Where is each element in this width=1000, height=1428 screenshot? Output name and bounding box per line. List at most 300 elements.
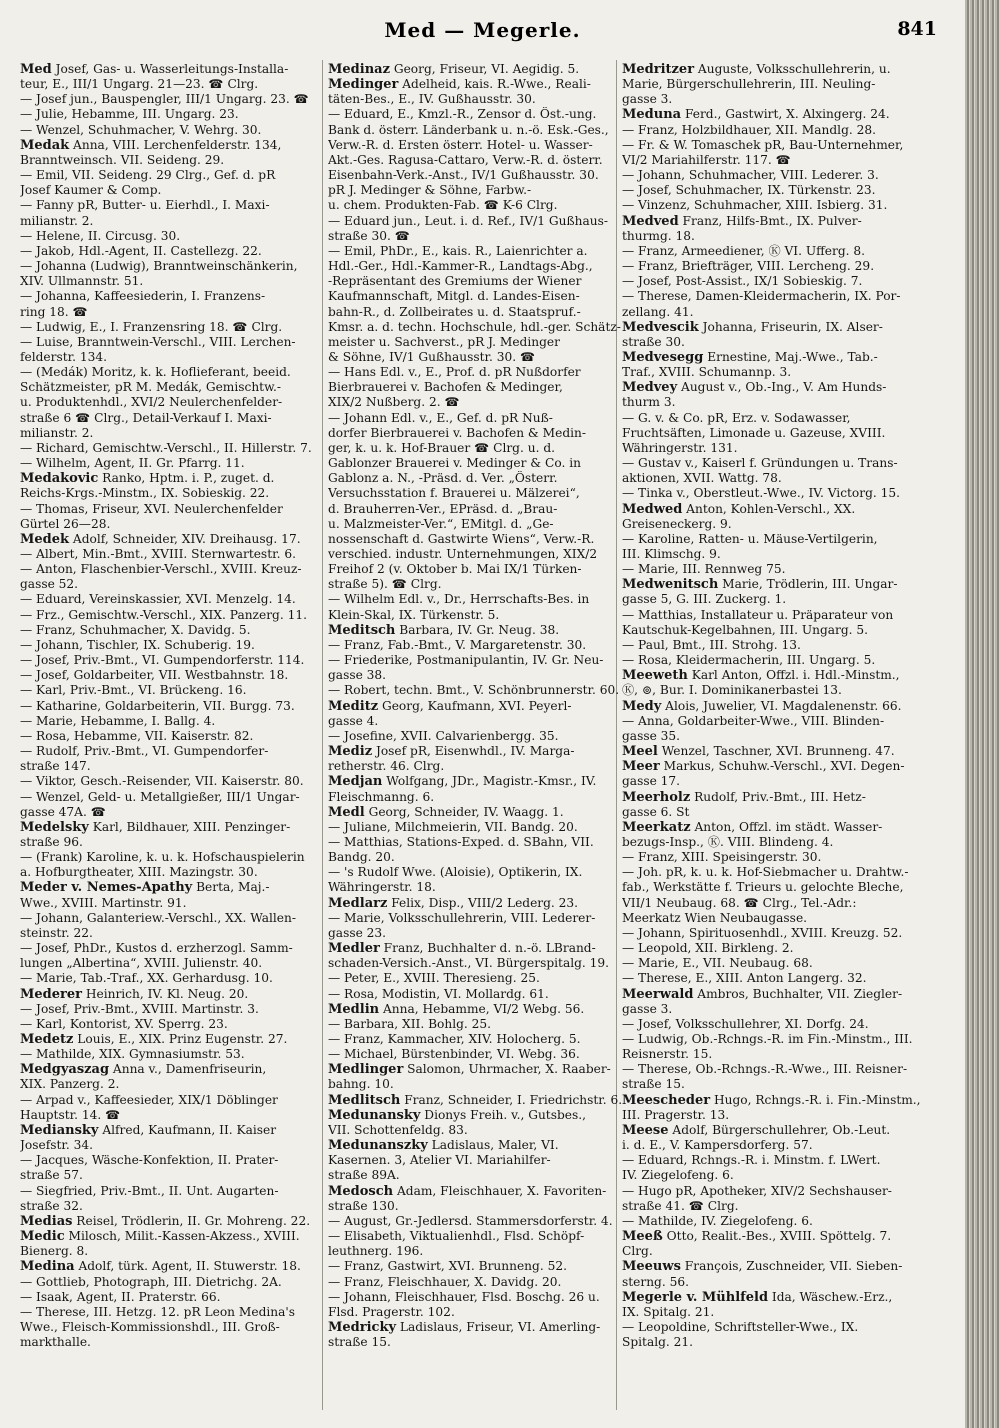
entry-text: — Josef, Schuhmacher, IX. Türkenstr. 23.: [622, 183, 876, 198]
entry-text: gasse 38.: [328, 668, 387, 683]
entry-text: Georg, Kaufmann, XVI. Peyerl-: [378, 698, 572, 713]
entry-text: milianstr. 2.: [20, 213, 94, 228]
entry-text: — Emil, PhDr., E., kais. R., Laienrichter a.: [328, 243, 588, 258]
entry-text: — Arpad v., Kaffeesieder, XIX/1 Döblinger: [20, 1092, 278, 1107]
entry-text: bezugs-Insp., Ⓚ. VIII. Blindeng. 4.: [622, 834, 834, 849]
surname: Meeuws: [622, 1259, 681, 1275]
entry-heading-line: [328, 1108, 626, 1123]
entry-text: gasse 5, G. III. Zuckerg. 1.: [622, 592, 787, 607]
entry-heading-line: [622, 1229, 922, 1244]
entry-text: — Eduard, Rchngs.-R. i. Minstm. f. LWert.: [622, 1153, 881, 1168]
entry-line: [20, 1168, 318, 1183]
entry-text: Versuchsstation f. Brauerei u. Mälzerei“,: [328, 486, 580, 501]
entry-text: Franz, Schneider, I. Friedrichstr. 6.: [400, 1092, 623, 1107]
entry-text: — August, Gr.-Jedlersd. Stammersdorferstr. 4.: [328, 1213, 613, 1228]
entry-text: straße 130.: [328, 1198, 399, 1213]
entry-text: — Johann, Spirituosenhdl., XVIII. Kreuzg. 52.: [622, 925, 903, 940]
entry-line: [328, 335, 626, 350]
entry-text: — Robert, techn. Bmt., V. Schönbrunnerstr. 60.: [328, 683, 620, 698]
entry-text: retherstr. 46. Clrg.: [328, 759, 445, 774]
entry-text: Johanna, Friseurin, IX. Alser-: [698, 319, 883, 334]
entry-line: [328, 926, 626, 941]
entry-text: — Hans Edl. v., E., Prof. d. pR Nußdorfer: [328, 365, 581, 380]
entry-line: [622, 562, 922, 577]
entry-line: [328, 653, 626, 668]
entry-text: straße 147.: [20, 759, 91, 774]
entry-text: markthalle.: [20, 1335, 91, 1350]
entry-text: VII. Schottenfeldg. 83.: [328, 1122, 468, 1137]
entry-text: Meerkatz Wien Neubaugasse.: [622, 910, 808, 925]
entry-text: d. Brauherren-Ver., EPräsd. d. „Brau-: [328, 501, 558, 516]
entry-text: — Tinka v., Oberstleut.-Wwe., IV. Victorg. 15.: [622, 486, 901, 501]
surname: Megerle v. Mühlfeld: [622, 1289, 769, 1305]
surname: Medricky: [328, 1319, 397, 1335]
entry-line: [622, 911, 922, 926]
entry-text: — Johann, Fleischhauer, Flsd. Boschg. 26 u.: [328, 1289, 600, 1304]
entry-line: [20, 168, 318, 183]
entry-text: Louis, E., XIX. Prinz Eugenstr. 27.: [73, 1032, 288, 1046]
surname: Mediansky: [20, 1122, 99, 1138]
entry-line: [328, 1123, 626, 1138]
entry-heading-line: [328, 1002, 626, 1017]
entry-line: [328, 592, 626, 607]
entry-heading-line: [622, 320, 922, 335]
entry-text: Franz, Buchhalter d. n.-ö. LBrand-: [379, 941, 596, 956]
entry-line: [328, 168, 626, 183]
entry-text: u. Produktenhdl., XVI/2 Neulerchenfelder-: [20, 395, 283, 410]
entry-heading-line: [20, 1123, 318, 1138]
entry-line: [20, 1320, 318, 1335]
entry-text: pR J. Medinger & Söhne, Farbw.-: [328, 183, 532, 198]
entry-line: [328, 911, 626, 926]
entry-text: straße 89A.: [328, 1168, 400, 1183]
surname: Medek: [20, 531, 70, 547]
entry-line: [20, 790, 318, 805]
entry-text: — Matthias, Stations-Exped. d. SBahn, VII.: [328, 834, 594, 849]
entry-text: Akt.-Ges. Ragusa-Cattaro, Verw.-R. d. österr.: [328, 152, 603, 167]
running-title: Med — Megerle.: [384, 18, 581, 42]
entry-line: [622, 1275, 922, 1290]
entry-text: Karl, Bildhauer, XIII. Penzinger-: [88, 819, 291, 834]
entry-line: [622, 1032, 922, 1047]
entry-text: Schätzmeister, pR M. Medák, Gemischtw.-: [20, 380, 282, 395]
entry-line: [622, 244, 922, 259]
entry-line: [20, 214, 318, 229]
entry-line: [328, 107, 626, 122]
entry-text: — Therese, E., XIII. Anton Langerg. 32.: [622, 971, 867, 986]
entry-line: [20, 350, 318, 365]
entry-line: [622, 456, 922, 471]
entry-text: gasse 6. St: [622, 804, 690, 819]
entry-text: — Josef, Goldarbeiter, VII. Westbahnstr. 18.: [20, 668, 289, 683]
entry-text: VI/2 Mariahilferstr. 117. ☎: [622, 152, 791, 167]
entry-text: — Wenzel, Schuhmacher, V. Wehrg. 30.: [20, 122, 262, 137]
entry-text: Kasernen. 3, Atelier VI. Mariahilfer-: [328, 1153, 551, 1168]
entry-line: [622, 289, 922, 304]
entry-line: [328, 426, 626, 441]
entry-text: Ambros, Buchhalter, VII. Ziegler-: [693, 986, 903, 1001]
entry-heading-line: [328, 941, 626, 956]
entry-line: [328, 1047, 626, 1062]
entry-text: Eisenbahn-Verk.-Anst., IV/1 Gußhausstr. 30.: [328, 168, 599, 183]
entry-line: [622, 153, 922, 168]
entry-line: [328, 1290, 626, 1305]
entry-line: [20, 1244, 318, 1259]
entry-line: [20, 502, 318, 517]
entry-line: [328, 683, 626, 698]
entry-text: — Franz, Holzbildhauer, XII. Mandlg. 28.: [622, 122, 877, 137]
entry-line: [328, 1229, 626, 1244]
surname: Meeweth: [622, 668, 688, 684]
entry-text: XIV. Ullmannstr. 51.: [20, 274, 144, 289]
surname: Medvesegg: [622, 349, 704, 365]
entry-line: [622, 1047, 922, 1062]
entry-text: Ladislaus, Friseur, VI. Amerling-: [396, 1319, 601, 1334]
entry-text: — Anna, Goldarbeiter-Wwe., VIII. Blinden-: [622, 713, 885, 728]
entry-text: — Elisabeth, Viktualienhdl., Flsd. Schöpf-: [328, 1229, 585, 1244]
entry-text: Otto, Realit.-Bes., XVIII. Spöttelg. 7.: [662, 1229, 892, 1244]
entry-line: [622, 183, 922, 198]
entry-text: — Josef, Volksschullehrer, XI. Dorfg. 24.: [622, 1016, 869, 1031]
entry-line: [20, 441, 318, 456]
entry-line: [328, 214, 626, 229]
entry-line: [20, 198, 318, 213]
entry-text: XIX. Panzerg. 2.: [20, 1077, 120, 1092]
entry-line: [328, 259, 626, 274]
entry-line: [20, 1335, 318, 1350]
entry-text: — Mathilde, IV. Ziegelofeng. 6.: [622, 1213, 813, 1228]
entry-line: [622, 1214, 922, 1229]
entry-heading-line: [20, 471, 318, 486]
entry-text: gasse 23.: [328, 925, 387, 940]
entry-line: [622, 517, 922, 532]
entry-text: Adolf, türk. Agent, II. Stuwerstr. 18.: [74, 1259, 301, 1274]
entry-line: [328, 229, 626, 244]
entry-line: [622, 941, 922, 956]
surname: Meel: [622, 744, 658, 760]
entry-line: [20, 850, 318, 865]
entry-line: [622, 880, 922, 895]
entry-line: [20, 1017, 318, 1032]
entry-line: [20, 1047, 318, 1062]
entry-text: Kaufmannschaft, Mitgl. d. Landes-Eisen-: [328, 289, 580, 304]
entry-heading-line: [20, 987, 318, 1002]
entry-line: [20, 486, 318, 501]
entry-line: [20, 1305, 318, 1320]
entry-line: [622, 259, 922, 274]
surname: Medlitsch: [328, 1092, 401, 1108]
entry-text: Gablonz a. N., -Präsd. d. Ver. „Österr.: [328, 471, 558, 486]
entry-text: Markus, Schuhw.-Verschl., XVI. Degen-: [659, 759, 905, 774]
entry-line: [622, 835, 922, 850]
entry-line: [622, 865, 922, 880]
entry-text: Kautschuk-Kegelbahnen, III. Ungarg. 5.: [622, 622, 869, 637]
entry-text: XIX/2 Nußberg. 2. ☎: [328, 395, 460, 410]
entry-text: Bandg. 20.: [328, 850, 395, 865]
entry-text: Hdl.-Ger., Hdl.-Kammer-R., Landtags-Abg.,: [328, 259, 593, 274]
entry-text: Josefstr. 34.: [20, 1138, 93, 1153]
surname: Medina: [20, 1259, 75, 1275]
entry-text: straße 96.: [20, 834, 83, 849]
entry-text: — Marie, Tab.-Traf., XX. Gerhardusg. 10.: [20, 971, 273, 986]
entry-line: [328, 395, 626, 410]
surname: Medunanszky: [328, 1138, 428, 1154]
entry-text: Josef Kaumer & Comp.: [20, 183, 162, 198]
surname: Meerkatz: [622, 819, 691, 835]
entry-text: — Marie, Volksschullehrerin, VIII. Lederer-: [328, 910, 596, 925]
entry-line: [622, 1062, 922, 1077]
entry-text: Dionys Freih. v., Gutsbes.,: [420, 1107, 586, 1122]
entry-line: [20, 411, 318, 426]
entry-text: — Katharine, Goldarbeiterin, VII. Burgg. 73.: [20, 698, 295, 713]
surname: Meer: [622, 759, 660, 775]
entry-line: [622, 896, 922, 911]
entry-line: [20, 896, 318, 911]
entry-text: — Mathilde, XIX. Gymnasiumstr. 53.: [20, 1047, 245, 1062]
surname: Medritzer: [622, 62, 695, 77]
entry-text: — Matthias, Installateur u. Präparateur von: [622, 607, 894, 622]
entry-line: [20, 335, 318, 350]
entry-text: IV. Ziegelofeng. 6.: [622, 1168, 734, 1183]
entry-heading-line: [622, 1093, 922, 1108]
entry-line: [20, 547, 318, 562]
entry-line: [328, 956, 626, 971]
entry-text: Spitalg. 21.: [622, 1335, 694, 1350]
entry-line: [20, 577, 318, 592]
entry-text: Ida, Wäschew.-Erz.,: [768, 1289, 893, 1304]
surname: Meditsch: [328, 622, 396, 638]
entry-line: [328, 244, 626, 259]
entry-text: Wwe., XVIII. Martinstr. 91.: [20, 895, 187, 910]
entry-line: [328, 198, 626, 213]
entry-line: [622, 926, 922, 941]
entry-line: [20, 1138, 318, 1153]
page-edge: [965, 0, 1000, 1428]
entry-heading-line: [20, 1229, 318, 1244]
entry-text: gasse 4.: [328, 713, 379, 728]
entry-heading-line: [622, 577, 922, 592]
entry-heading-line: [328, 744, 626, 759]
entry-line: [328, 289, 626, 304]
entry-heading-line: [622, 350, 922, 365]
entry-line: [328, 1153, 626, 1168]
surname: Medlin: [328, 1001, 380, 1017]
entry-line: [20, 774, 318, 789]
entry-heading-line: [20, 138, 318, 153]
surname: Med: [20, 62, 52, 77]
entry-heading-line: [622, 1123, 922, 1138]
entry-line: [622, 1335, 922, 1350]
entry-text: Kmsr. a. d. techn. Hochschule, hdl.-ger. Schätz-: [328, 319, 621, 334]
entry-line: [20, 456, 318, 471]
entry-text: Flsd. Pragerstr. 102.: [328, 1304, 455, 1319]
surname: Medved: [622, 213, 679, 229]
entry-line: [622, 198, 922, 213]
entry-line: [328, 411, 626, 426]
entry-text: — Franz, Schuhmacher, X. Davidg. 5.: [20, 622, 251, 637]
entry-text: gasse 47A. ☎: [20, 804, 106, 819]
entry-line: [328, 668, 626, 683]
entry-text: a. Hofburgtheater, XIII. Mazingstr. 30.: [20, 865, 258, 880]
entry-text: Bierbrauerei v. Bachofen & Medinger,: [328, 380, 563, 395]
entry-line: [328, 380, 626, 395]
entry-line: [622, 77, 922, 92]
entry-line: [622, 1168, 922, 1183]
entry-text: straße 6 ☎ Clrg., Detail-Verkauf I. Maxi-: [20, 410, 272, 425]
entry-text: straße 15.: [328, 1335, 391, 1350]
entry-line: [328, 138, 626, 153]
entry-line: [20, 729, 318, 744]
entry-text: — Julie, Hebamme, III. Ungarg. 23.: [20, 107, 239, 122]
entry-line: [622, 653, 922, 668]
entry-text: — Johann, Schuhmacher, VIII. Lederer. 3.: [622, 168, 879, 183]
entry-text: — 's Rudolf Wwe. (Aloisie), Optikerin, IX.: [328, 865, 583, 880]
surname: Medvescik: [622, 319, 699, 335]
entry-heading-line: [622, 380, 922, 395]
entry-text: — G. v. & Co. pR, Erz. v. Sodawasser,: [622, 410, 851, 425]
surname: Medak: [20, 137, 70, 153]
entry-line: [622, 729, 922, 744]
entry-line: [328, 274, 626, 289]
entry-line: [20, 744, 318, 759]
entry-text: gasse 35.: [622, 728, 681, 743]
entry-text: Marie, Bürgerschullehrerin, III. Neuling-: [622, 77, 876, 92]
entry-text: i. d. E., V. Kampersdorferg. 57.: [622, 1138, 813, 1153]
entry-line: [622, 1138, 922, 1153]
surname: Medias: [20, 1213, 73, 1229]
entry-line: [622, 971, 922, 986]
entry-line: [622, 1002, 922, 1017]
entry-text: — Siegfried, Priv.-Bmt., II. Unt. Augarten-: [20, 1183, 279, 1198]
entry-line: [328, 183, 626, 198]
entry-text: — Hugo pR, Apotheker, XIV/2 Sechshauser-: [622, 1183, 892, 1198]
entry-text: — Eduard, Vereinskassier, XVI. Menzelg. 14.: [20, 592, 296, 607]
entry-heading-line: [20, 880, 318, 895]
entry-text: — Marie, Hebamme, I. Ballg. 4.: [20, 713, 216, 728]
entry-text: Anna, Hebamme, VI/2 Webg. 56.: [379, 1001, 585, 1016]
entry-line: [20, 1199, 318, 1214]
surname: Medlinger: [328, 1062, 404, 1078]
entry-text: meister u. Sachverst., pR J. Medinger: [328, 334, 560, 349]
entry-line: [20, 683, 318, 698]
entry-text: — Ludwig, E., I. Franzensring 18. ☎ Clrg.: [20, 319, 283, 334]
entry-line: [622, 956, 922, 971]
entry-line: [20, 123, 318, 138]
entry-heading-line: [622, 744, 922, 759]
entry-text: Hauptstr. 14. ☎: [20, 1107, 121, 1122]
entry-line: [328, 835, 626, 850]
entry-text: Adolf, Bürgerschullehrer, Ob.-Leut.: [668, 1122, 891, 1137]
entry-heading-line: [20, 1062, 318, 1077]
entry-text: straße 57.: [20, 1168, 83, 1183]
entry-line: [20, 911, 318, 926]
entry-line: [20, 608, 318, 623]
entry-line: [20, 365, 318, 380]
entry-line: [20, 971, 318, 986]
entry-line: [328, 1199, 626, 1214]
entry-line: [20, 229, 318, 244]
entry-line: [328, 1305, 626, 1320]
entry-line: [20, 426, 318, 441]
entry-line: [328, 1168, 626, 1183]
entry-text: — Eduard, E., Kmzl.-R., Zensor d. Öst.-ung.: [328, 107, 597, 122]
entry-line: [622, 471, 922, 486]
surname: Meder v. Nemes-Apathy: [20, 880, 193, 896]
entry-line: [328, 502, 626, 517]
entry-line: [622, 608, 922, 623]
surname: Medunansky: [328, 1107, 421, 1123]
entry-line: [622, 1153, 922, 1168]
entry-line: [20, 289, 318, 304]
entry-line: [328, 365, 626, 380]
surname: Medic: [20, 1229, 65, 1245]
surname: Medelsky: [20, 819, 89, 835]
entry-text: schaden-Versich.-Anst., VI. Bürgerspitalg. 19.: [328, 956, 610, 971]
entry-text: — Johanna (Ludwig), Branntweinschänkerin,: [20, 259, 298, 274]
entry-heading-line: [622, 668, 922, 683]
entry-text: straße 32.: [20, 1198, 83, 1213]
entry-text: gasse 3.: [622, 92, 673, 107]
entry-text: — Josef, Post-Assist., IX/1 Sobieskig. 7.: [622, 274, 863, 289]
entry-line: [328, 1032, 626, 1047]
entry-heading-line: [622, 759, 922, 774]
entry-text: bahn-R., d. Zollbeirates u. d. Staatspruf.-: [328, 304, 581, 319]
entry-text: Marie, Trödlerin, III. Ungar-: [718, 577, 898, 592]
surname: Medjan: [328, 774, 383, 790]
entry-line: [622, 92, 922, 107]
entry-heading-line: [328, 1138, 626, 1153]
surname: Meerholz: [622, 789, 691, 805]
entry-line: [328, 759, 626, 774]
entry-text: — Rosa, Hebamme, VII. Kaiserstr. 82.: [20, 728, 254, 743]
entry-text: — Isaak, Agent, II. Praterstr. 66.: [20, 1289, 221, 1304]
entry-text: — Franz, Fab.-Bmt., V. Margaretenstr. 30.: [328, 637, 587, 652]
entry-text: felderstr. 134.: [20, 349, 107, 364]
entry-heading-line: [622, 790, 922, 805]
entry-text: Gürtel 26—28.: [20, 516, 111, 531]
entry-heading-line: [622, 1290, 922, 1305]
entry-line: [622, 486, 922, 501]
entry-text: ger, k. u. k. Hof-Brauer ☎ Clrg. u. d.: [328, 440, 556, 455]
entry-line: [622, 850, 922, 865]
page-header: [0, 18, 965, 52]
entry-line: [20, 562, 318, 577]
entry-text: täten-Bes., E., IV. Gußhausstr. 30.: [328, 92, 536, 107]
entry-text: gasse 52.: [20, 577, 79, 592]
entry-line: [328, 850, 626, 865]
entry-text: Wenzel, Taschner, XVI. Brunneng. 47.: [657, 744, 895, 759]
entry-line: [328, 1259, 626, 1274]
entry-text: Reichs-Krgs.-Minstm., IX. Sobieskig. 22.: [20, 486, 270, 501]
entry-line: [328, 1017, 626, 1032]
entry-text: straße 30.: [622, 334, 685, 349]
entry-text: — Marie, III. Rennweg 75.: [622, 562, 786, 577]
entry-line: [20, 395, 318, 410]
entry-text: Georg, Schneider, IV. Waagg. 1.: [364, 804, 564, 819]
surname: Medwenitsch: [622, 577, 719, 593]
entry-text: Gablonzer Brauerei v. Medinger & Co. in: [328, 456, 581, 471]
entry-text: — Jacques, Wäsche-Konfektion, II. Prater-: [20, 1153, 279, 1168]
entry-line: [328, 1077, 626, 1092]
entry-line: [622, 335, 922, 350]
entry-text: Wolfgang, JDr., Magistr.-Kmsr., IV.: [382, 774, 597, 789]
entry-text: — Gottlieb, Photograph, III. Dietrichg. 2A.: [20, 1274, 282, 1289]
entry-line: [20, 623, 318, 638]
entry-line: [328, 987, 626, 1002]
entry-text: — Thomas, Friseur, XVI. Neulerchenfelder: [20, 501, 283, 516]
entry-text: & Söhne, IV/1 Gußhausstr. 30. ☎: [328, 349, 536, 364]
entry-text: — Fr. & W. Tomaschek pR, Bau-Unternehmer,: [622, 137, 904, 152]
